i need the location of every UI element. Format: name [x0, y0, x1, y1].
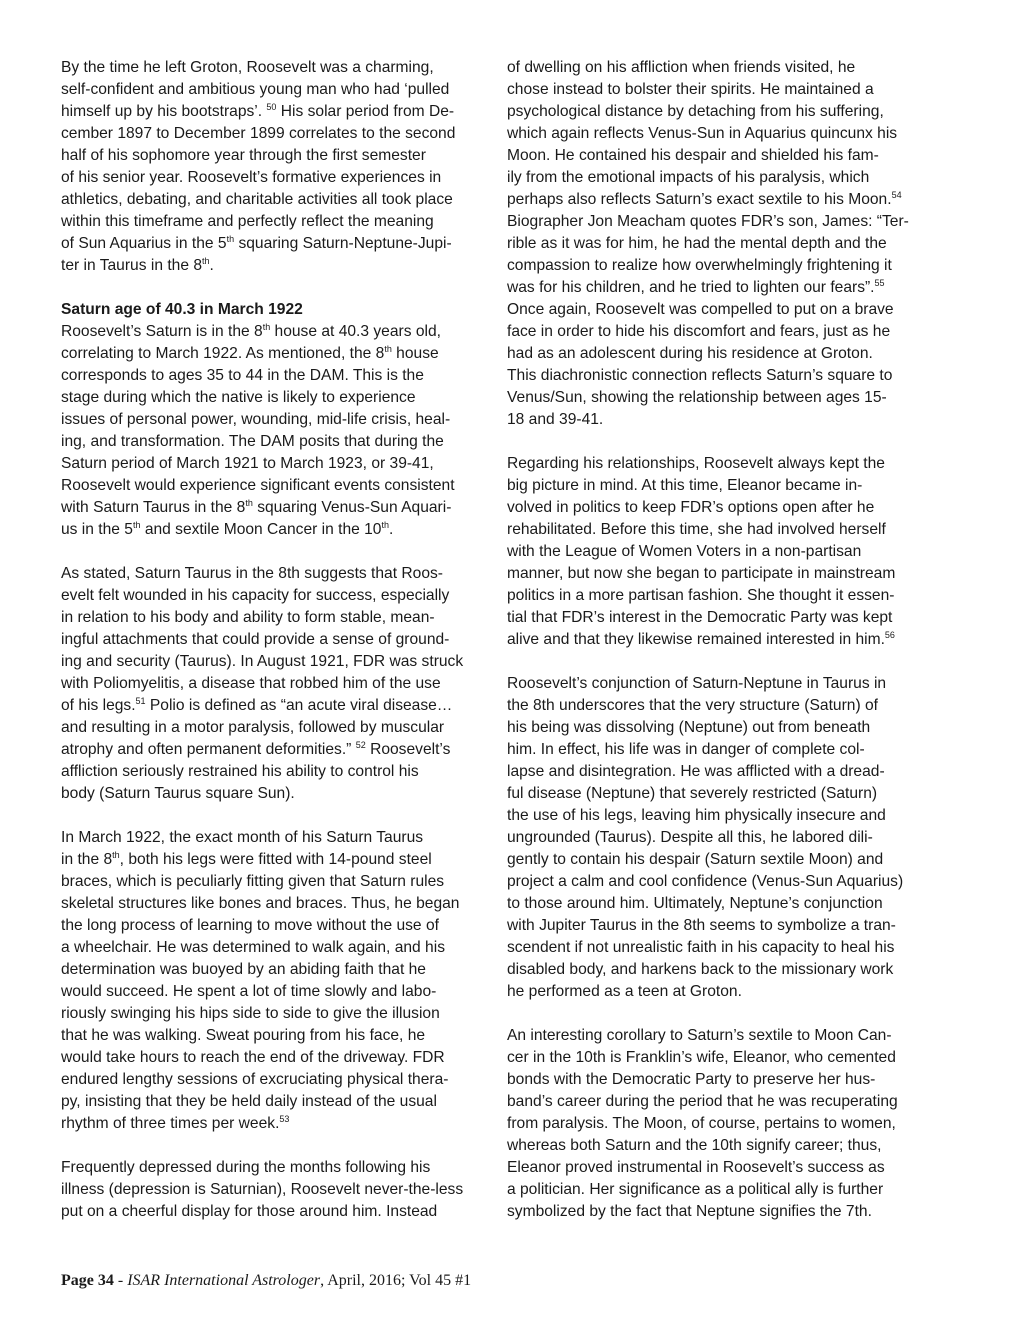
text-line	[61, 827, 493, 849]
text-run: bonds with the Democratic Party to preserve her hus-	[507, 1071, 876, 1088]
text-run: skeletal structures like bones and braces. Thus, he began	[61, 895, 460, 912]
text-run: ingful attachments that could provide a sense of ground-	[61, 631, 450, 648]
text-line	[61, 695, 493, 717]
footnote-ref: 51	[135, 696, 146, 706]
text-run: In March 1922, the exact month of his Saturn Taurus	[61, 829, 424, 846]
text-run: As stated, Saturn Taurus in the 8th suggests that Roos-	[61, 565, 443, 582]
text-run: By the time he left Groton, Roosevelt was a charming,	[61, 59, 434, 76]
text-run: ful disease (Neptune) that severely restricted (Saturn)	[507, 785, 878, 802]
text-run: face in order to hide his discomfort and fears, just as he	[507, 323, 891, 340]
text-run: with Jupiter Taurus in the 8th seems to symbolize a tran-	[507, 917, 896, 934]
text-line	[507, 57, 939, 79]
text-run: py, insisting that they be held daily instead of the usual	[61, 1093, 437, 1110]
text-line	[507, 1113, 939, 1135]
footnote-ref: 54	[891, 190, 902, 200]
text-line	[61, 101, 493, 123]
text-line	[507, 849, 939, 871]
text-run: ungrounded (Taurus). Despite all this, he labored dili-	[507, 829, 873, 846]
text-run: ter in Taurus in the 8	[61, 257, 203, 274]
text-line	[61, 629, 493, 651]
footnote-ref: 50	[266, 102, 277, 112]
footnote-ref: 56	[884, 630, 895, 640]
text-line	[507, 79, 939, 101]
text-line	[61, 651, 493, 673]
text-run: in relation to his body and ability to form stable, mean-	[61, 609, 435, 626]
text-line	[507, 717, 939, 739]
text-line	[507, 915, 939, 937]
text-run: tial that FDR’s interest in the Democratic Party was kept	[507, 609, 893, 626]
text-line	[507, 387, 939, 409]
text-run: Frequently depressed during the months following his	[61, 1159, 431, 1176]
magazine-title: ISAR International Astrologer	[127, 1272, 321, 1289]
page-footer	[61, 1272, 471, 1290]
text-run: big picture in mind. At this time, Eleanor became in-	[507, 477, 863, 494]
text-line	[61, 761, 493, 783]
text-line	[507, 321, 939, 343]
footer-separator: -	[113, 1272, 128, 1289]
text-run: within this timeframe and perfectly reflect the meaning	[61, 213, 434, 230]
text-run: squaring Venus-Sun Aquari-	[252, 499, 452, 516]
footnote-ref: th	[381, 520, 389, 530]
text-run: ing and security (Taurus). In August 1921, FDR was struck	[61, 653, 464, 670]
text-run: self-confident and ambitious young man who had ‘pulled	[61, 81, 450, 98]
text-run: himself up by his bootstraps’.	[61, 103, 267, 120]
text-run: symbolized by the fact that Neptune signifies the 7th.	[507, 1203, 872, 1220]
footnote-ref: th	[262, 322, 271, 332]
text-line	[61, 409, 493, 431]
text-line	[507, 299, 939, 321]
footnote-ref: th	[245, 498, 253, 508]
text-line	[507, 827, 939, 849]
text-run: , both his legs were fitted with 14-pound steel	[119, 851, 432, 868]
text-run: compassion to realize how overwhelmingly frightening it	[507, 257, 892, 274]
text-line	[61, 123, 493, 145]
text-line	[507, 233, 939, 255]
text-run: An interesting corollary to Saturn’s sextile to Moon Can-	[507, 1027, 892, 1044]
text-line	[61, 321, 493, 343]
text-line	[507, 629, 939, 651]
text-line	[507, 871, 939, 893]
text-run: which again reflects Venus-Sun in Aquarius quincunx his	[507, 125, 898, 142]
text-run: a wheelchair. He was determined to walk again, and his	[61, 939, 445, 956]
text-line	[507, 475, 939, 497]
text-line	[61, 343, 493, 365]
text-line	[507, 255, 939, 277]
text-run: would succeed. He spent a lot of time slowly and labo-	[61, 983, 437, 1000]
text-run: manner, but now she began to participate in mainstream	[507, 565, 896, 582]
text-line	[61, 673, 493, 695]
text-run: with Saturn Taurus in the 8	[61, 499, 246, 516]
text-line	[61, 211, 493, 233]
text-run: Venus/Sun, showing the relationship between ages 15-	[507, 389, 887, 406]
text-line	[507, 497, 939, 519]
footnote-ref: th	[132, 520, 141, 530]
text-line	[507, 761, 939, 783]
text-run: house at 40.3 years old,	[270, 323, 441, 340]
text-line	[61, 387, 493, 409]
text-run: affliction seriously restrained his ability to control his	[61, 763, 419, 780]
text-run: athletics, debating, and charitable activities all took place	[61, 191, 453, 208]
text-run: house	[391, 345, 439, 362]
text-run: politics in a more partisan fashion. She thought it essen-	[507, 587, 895, 604]
text-line	[507, 673, 939, 695]
text-line	[507, 453, 939, 475]
text-line	[507, 805, 939, 827]
text-run: with Poliomyelitis, a disease that robbed him of the use	[61, 675, 441, 692]
text-line	[507, 1047, 939, 1069]
text-line	[507, 167, 939, 189]
text-line	[61, 1179, 493, 1201]
text-run: perhaps also reflects Saturn’s exact sextile to his Moon.	[507, 191, 892, 208]
text-line	[507, 409, 939, 431]
text-run: would take hours to reach the end of the driveway. FDR	[61, 1049, 445, 1066]
footnote-ref: 52	[355, 740, 366, 750]
text-line	[507, 1091, 939, 1113]
text-line	[61, 1201, 493, 1223]
text-run: Eleanor proved instrumental in Roosevelt’s success as	[507, 1159, 885, 1176]
text-line	[507, 343, 939, 365]
text-line	[507, 783, 939, 805]
text-line	[61, 233, 493, 255]
text-line	[507, 189, 939, 211]
text-run: ing, and transformation. The DAM posits that during the	[61, 433, 444, 450]
text-run: rible as it was for him, he had the mental depth and the	[507, 235, 887, 252]
left-paragraph	[61, 563, 493, 805]
text-run: Polio is defined as “an acute viral disease…	[145, 697, 453, 714]
text-run: issues of personal power, wounding, mid-life crisis, heal-	[61, 411, 451, 428]
footnote-ref: th	[112, 850, 120, 860]
text-run: put on a cheerful display for those around him. Instead	[61, 1203, 438, 1220]
text-run: His solar period from De-	[276, 103, 455, 120]
text-run: volved in politics to keep FDR’s options open after he	[507, 499, 875, 516]
text-line	[507, 211, 939, 233]
text-run: had as an adolescent during his residence at Groton.	[507, 345, 873, 362]
text-line	[61, 937, 493, 959]
right-paragraph	[507, 673, 939, 1003]
text-run: in the 8	[61, 851, 113, 868]
text-line	[61, 57, 493, 79]
text-line	[507, 695, 939, 717]
text-line	[61, 783, 493, 805]
text-line	[61, 1047, 493, 1069]
text-line	[61, 145, 493, 167]
text-run: determination was buoyed by an abiding faith that he	[61, 961, 426, 978]
text-run: and resulting in a motor paralysis, followed by muscular	[61, 719, 445, 736]
text-run: cer in the 10th is Franklin’s wife, Eleanor, who cemented	[507, 1049, 896, 1066]
text-line	[507, 959, 939, 981]
section-heading: Saturn age of 40.3 in March 1922	[61, 301, 303, 318]
text-line	[61, 717, 493, 739]
text-line	[507, 981, 939, 1003]
text-line	[61, 1003, 493, 1025]
footnote-ref: th	[226, 234, 235, 244]
text-line	[507, 145, 939, 167]
text-run: cember 1897 to December 1899 correlates to the second	[61, 125, 456, 142]
text-run: evelt felt wounded in his capacity for success, especially	[61, 587, 450, 604]
text-line	[507, 1135, 939, 1157]
text-run: chose instead to bolster their spirits. He maintained a	[507, 81, 874, 98]
text-run: to those around him. Ultimately, Neptune’s conjunction	[507, 895, 883, 912]
text-run: disabled body, and harkens back to the missionary work	[507, 961, 894, 978]
text-line	[507, 541, 939, 563]
text-run: Saturn period of March 1921 to March 1923, or 39-41,	[61, 455, 434, 472]
text-run: riously swinging his hips side to side to give the illusion	[61, 1005, 440, 1022]
text-run: of his legs.	[61, 697, 136, 714]
text-line	[61, 255, 493, 277]
text-line	[61, 871, 493, 893]
text-run: Roosevelt’s Saturn is in the 8	[61, 323, 263, 340]
text-run: Roosevelt’s conjunction of Saturn-Neptune in Taurus in	[507, 675, 887, 692]
text-line	[507, 563, 939, 585]
right-paragraph	[507, 57, 939, 431]
text-run: atrophy and often permanent deformities.”	[61, 741, 356, 758]
text-line	[507, 937, 939, 959]
text-run: Once again, Roosevelt was compelled to put on a brave	[507, 301, 894, 318]
text-line	[61, 79, 493, 101]
text-run: scendent if not unrealistic faith in his capacity to heal his	[507, 939, 895, 956]
text-line	[61, 1091, 493, 1113]
text-line	[507, 365, 939, 387]
text-run: project a calm and cool confidence (Venus-Sun Aquarius)	[507, 873, 904, 890]
text-line	[61, 519, 493, 541]
text-run: the use of his legs, leaving him physically insecure and	[507, 807, 886, 824]
left-paragraph	[61, 299, 493, 541]
footnote-ref: th	[384, 344, 392, 354]
text-run: band’s career during the period that he was recuperating	[507, 1093, 898, 1110]
text-run: his being was dissolving (Neptune) out from beneath	[507, 719, 871, 736]
text-run: a politician. Her significance as a political ally is further	[507, 1181, 884, 1198]
text-line	[507, 1069, 939, 1091]
text-run: from paralysis. The Moon, of course, pertains to women,	[507, 1115, 896, 1132]
text-line	[507, 123, 939, 145]
text-line	[507, 1157, 939, 1179]
text-run: Biographer Jon Meacham quotes FDR’s son, James: “Ter-	[507, 213, 909, 230]
text-run: was for his children, and he tried to lighten our fears”.	[507, 279, 875, 296]
text-run: endured lengthy sessions of excruciating physical thera-	[61, 1071, 449, 1088]
text-line	[507, 519, 939, 541]
text-run: of his senior year. Roosevelt’s formative experiences in	[61, 169, 442, 186]
text-line	[61, 189, 493, 211]
text-run: squaring Saturn-Neptune-Jupi-	[234, 235, 452, 252]
text-line	[507, 1201, 939, 1223]
text-line	[507, 585, 939, 607]
text-run: that he was walking. Sweat pouring from his face, he	[61, 1027, 426, 1044]
text-line	[61, 299, 493, 321]
text-run: body (Saturn Taurus square Sun).	[61, 785, 295, 802]
text-run: .	[388, 521, 394, 538]
right-paragraph	[507, 1025, 939, 1223]
text-line	[507, 893, 939, 915]
text-run: psychological distance by detaching from his suffering,	[507, 103, 884, 120]
text-run: correlating to March 1922. As mentioned, the 8	[61, 345, 385, 362]
text-run: Moon. He contained his despair and shielded his fam-	[507, 147, 879, 164]
text-run: Roosevelt’s	[365, 741, 451, 758]
right-column	[507, 57, 939, 1245]
text-line	[507, 277, 939, 299]
text-line	[61, 893, 493, 915]
text-run: him. In effect, his life was in danger of complete col-	[507, 741, 865, 758]
text-run: corresponds to ages 35 to 44 in the DAM. This is the	[61, 367, 424, 384]
text-run: the 8th underscores that the very structure (Saturn) of	[507, 697, 878, 714]
text-line	[61, 365, 493, 387]
text-run: Regarding his relationships, Roosevelt always kept the	[507, 455, 885, 472]
text-line	[507, 101, 939, 123]
text-run: with the League of Women Voters in a non-partisan	[507, 543, 862, 560]
text-line	[61, 475, 493, 497]
left-column	[61, 57, 493, 1245]
footnote-ref: th	[202, 256, 210, 266]
left-paragraph	[61, 827, 493, 1135]
page-number: Page 34	[61, 1272, 114, 1289]
text-run: alive and that they likewise remained interested in him.	[507, 631, 885, 648]
text-line	[61, 1069, 493, 1091]
text-line	[61, 167, 493, 189]
text-run: the long process of learning to move without the use of	[61, 917, 439, 934]
text-run: of Sun Aquarius in the 5	[61, 235, 227, 252]
text-line	[507, 1025, 939, 1047]
text-run: ily from the emotional impacts of his paralysis, which	[507, 169, 870, 186]
footnote-ref: 53	[279, 1114, 290, 1124]
text-line	[61, 453, 493, 475]
text-run: 18 and 39-41.	[507, 411, 604, 428]
text-line	[61, 1025, 493, 1047]
text-run: rehabilitated. Before this time, she had involved herself	[507, 521, 886, 538]
text-run: illness (depression is Saturnian), Roosevelt never-the-less	[61, 1181, 464, 1198]
text-line	[507, 739, 939, 761]
text-run: half of his sophomore year through the first semester	[61, 147, 426, 164]
text-line	[61, 607, 493, 629]
text-run: .	[209, 257, 214, 274]
footnote-ref: 55	[874, 278, 885, 288]
issue-info: , April, 2016; Vol 45 #1	[320, 1272, 472, 1289]
text-line	[61, 959, 493, 981]
text-line	[61, 849, 493, 871]
text-line	[61, 563, 493, 585]
text-run: and sextile Moon Cancer in the 10	[140, 521, 382, 538]
text-run: of dwelling on his affliction when friends visited, he	[507, 59, 856, 76]
left-paragraph	[61, 57, 493, 277]
text-run: lapse and disintegration. He was afflicted with a dread-	[507, 763, 885, 780]
text-run: he performed as a teen at Groton.	[507, 983, 742, 1000]
text-run: gently to contain his despair (Saturn sextile Moon) and	[507, 851, 884, 868]
text-run: Roosevelt would experience significant events consistent	[61, 477, 455, 494]
text-line	[61, 431, 493, 453]
text-run: stage during which the native is likely to experience	[61, 389, 416, 406]
text-run: braces, which is peculiarly fitting given that Saturn rules	[61, 873, 445, 890]
right-paragraph	[507, 453, 939, 651]
text-line	[61, 1113, 493, 1135]
text-run: This diachronistic connection reflects Saturn’s square to	[507, 367, 893, 384]
text-line	[61, 1157, 493, 1179]
text-line	[61, 915, 493, 937]
text-run: whereas both Saturn and the 10th signify career; thus,	[507, 1137, 882, 1154]
text-line	[61, 585, 493, 607]
text-line	[507, 607, 939, 629]
left-paragraph	[61, 1157, 493, 1223]
text-run: us in the 5	[61, 521, 133, 538]
text-line	[61, 497, 493, 519]
text-line	[507, 1179, 939, 1201]
text-line	[61, 739, 493, 761]
text-run: rhythm of three times per week.	[61, 1115, 280, 1132]
text-line	[61, 981, 493, 1003]
